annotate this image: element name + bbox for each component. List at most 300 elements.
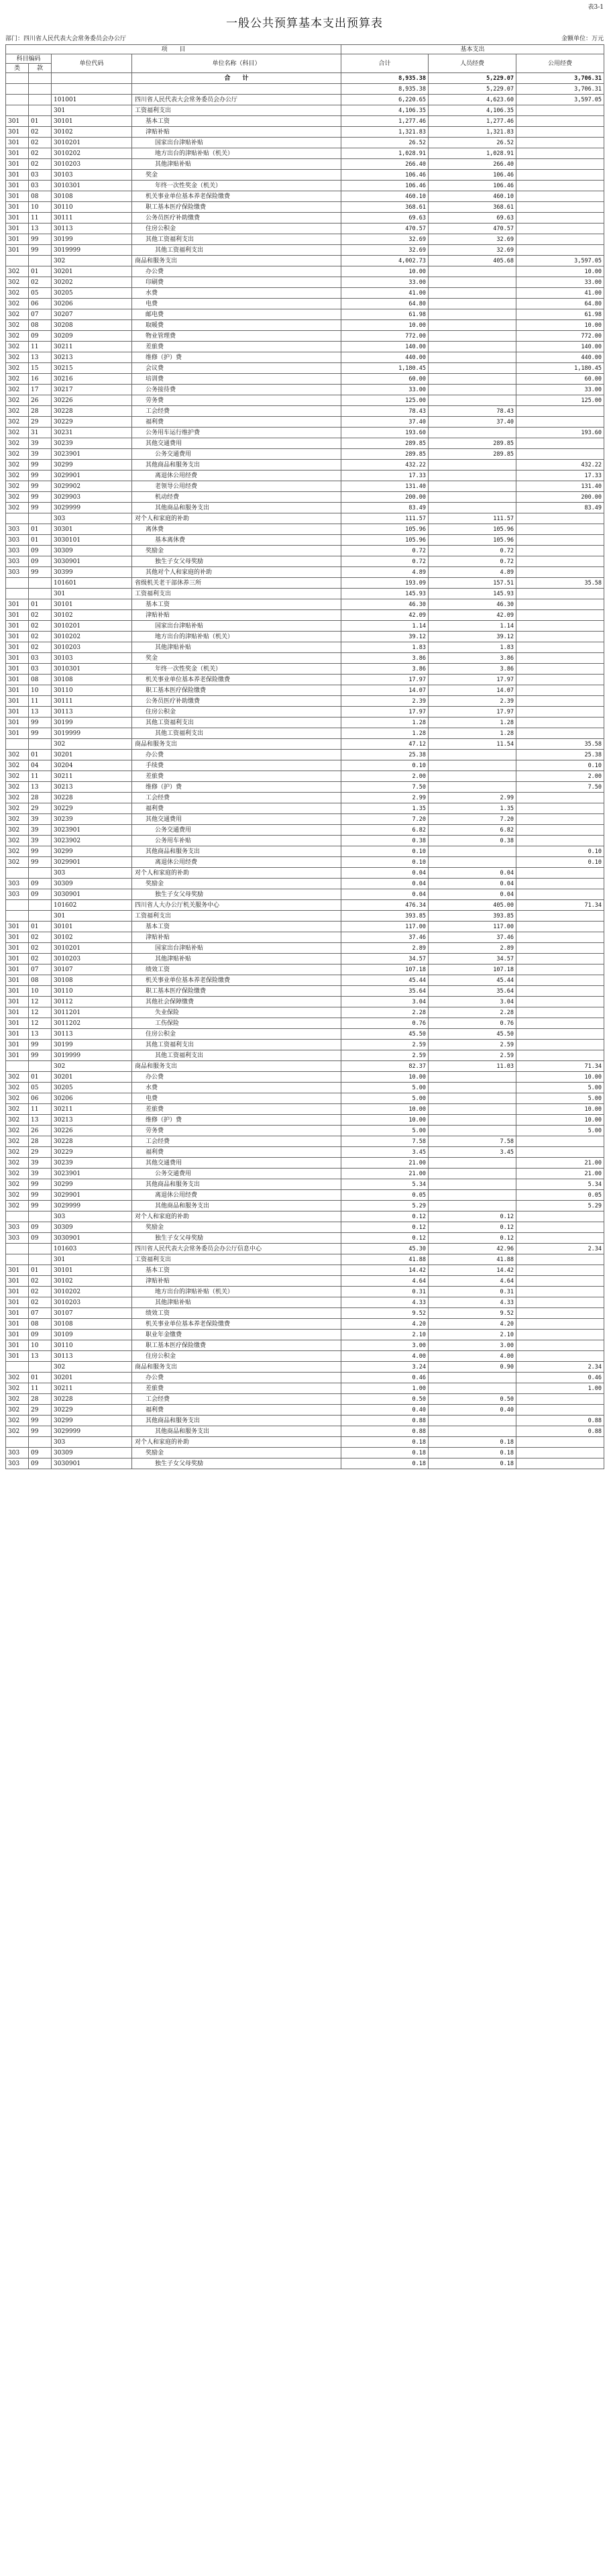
- cell-unit-code: 30205: [52, 288, 132, 299]
- cell-public: 772.00: [516, 331, 604, 342]
- cell-personnel: [429, 1190, 516, 1201]
- cell-lei: 302: [6, 1169, 29, 1179]
- cell-public: 0.10: [516, 846, 604, 857]
- cell-total: 21.00: [341, 1169, 429, 1179]
- cell-kuan: 09: [29, 331, 52, 342]
- cell-lei: [6, 73, 29, 84]
- cell-kuan: 99: [29, 857, 52, 868]
- cell-unit-name: 省级机关老干部休养三所: [132, 578, 341, 589]
- cell-kuan: 99: [29, 1426, 52, 1437]
- cell-unit-name: 其他交通费用: [132, 438, 341, 449]
- cell-lei: 302: [6, 814, 29, 825]
- cell-lei: [6, 1254, 29, 1265]
- cell-kuan: 01: [29, 116, 52, 127]
- cell-kuan: 09: [29, 889, 52, 900]
- cell-unit-code: 30229: [52, 803, 132, 814]
- cell-public: [516, 997, 604, 1007]
- cell-kuan: 31: [29, 428, 52, 438]
- table-row: [6, 825, 604, 836]
- cell-kuan: 02: [29, 148, 52, 159]
- cell-total: 368.61: [341, 202, 429, 213]
- table-row: [6, 739, 604, 750]
- cell-unit-name: 其他社会保障缴费: [132, 997, 341, 1007]
- cell-kuan: 12: [29, 1007, 52, 1018]
- cell-unit-name: 离退休公用经费: [132, 470, 341, 481]
- cell-unit-name: 福利费: [132, 803, 341, 814]
- cell-public: [516, 728, 604, 739]
- cell-kuan: 13: [29, 224, 52, 234]
- cell-public: [516, 814, 604, 825]
- cell-lei: 303: [6, 1458, 29, 1469]
- cell-total: 34.57: [341, 954, 429, 964]
- cell-lei: [6, 911, 29, 922]
- cell-public: 1.00: [516, 1383, 604, 1394]
- cell-unit-name: 其他商品和服务支出: [132, 1179, 341, 1190]
- cell-unit-code: 3010203: [52, 1297, 132, 1308]
- cell-unit-code: 30201: [52, 1072, 132, 1083]
- cell-unit-code: 30211: [52, 342, 132, 352]
- cell-unit-name: 其他工资福利支出: [132, 717, 341, 728]
- cell-unit-name: 差旅费: [132, 1383, 341, 1394]
- cell-unit-name: 津贴补贴: [132, 932, 341, 943]
- cell-unit-code: 3029901: [52, 857, 132, 868]
- cell-total: 78.43: [341, 406, 429, 417]
- cell-personnel: 289.85: [429, 438, 516, 449]
- cell-public: [516, 975, 604, 986]
- cell-unit-name: 办公费: [132, 1373, 341, 1383]
- cell-public: 2.34: [516, 1244, 604, 1254]
- table-row: [6, 320, 604, 331]
- cell-public: 25.38: [516, 750, 604, 760]
- cell-unit-name: 其他津贴补贴: [132, 642, 341, 653]
- cell-public: [516, 717, 604, 728]
- cell-unit-name: 福利费: [132, 1405, 341, 1416]
- cell-unit-name: 其他工资福利支出: [132, 245, 341, 256]
- cell-unit-name: 失业保险: [132, 1007, 341, 1018]
- cell-unit-name: 手续费: [132, 760, 341, 771]
- cell-unit-name: 住房公积金: [132, 224, 341, 234]
- cell-public: 193.60: [516, 428, 604, 438]
- cell-kuan: [29, 95, 52, 105]
- cell-kuan: 29: [29, 803, 52, 814]
- cell-lei: 302: [6, 438, 29, 449]
- cell-lei: 301: [6, 621, 29, 632]
- table-row: [6, 922, 604, 932]
- cell-total: 10.00: [341, 320, 429, 331]
- cell-unit-name: 对个人和家庭的补助: [132, 513, 341, 524]
- cell-unit-name: 四川省人大办公厅机关服务中心: [132, 900, 341, 911]
- cell-lei: 301: [6, 148, 29, 159]
- cell-public: 21.00: [516, 1158, 604, 1169]
- cell-kuan: 10: [29, 202, 52, 213]
- cell-total: 2.28: [341, 1007, 429, 1018]
- cell-unit-code: 30111: [52, 696, 132, 707]
- cell-total: 111.57: [341, 513, 429, 524]
- cell-personnel: 2.99: [429, 793, 516, 803]
- cell-kuan: 01: [29, 535, 52, 546]
- page-title: 一般公共预算基本支出预算表: [226, 17, 383, 30]
- cell-kuan: 17: [29, 385, 52, 395]
- cell-lei: 301: [6, 1340, 29, 1351]
- cell-kuan: 13: [29, 1029, 52, 1040]
- table-row: [6, 803, 604, 814]
- cell-lei: 301: [6, 653, 29, 664]
- cell-unit-code: 30226: [52, 395, 132, 406]
- cell-unit-name: 其他工资福利支出: [132, 1040, 341, 1050]
- cell-unit-code: 3011201: [52, 1007, 132, 1018]
- cell-lei: 301: [6, 943, 29, 954]
- cell-lei: 301: [6, 1276, 29, 1287]
- cell-unit-name: 奖励金: [132, 879, 341, 889]
- cell-unit-code: 303: [52, 1211, 132, 1222]
- table-row: [6, 503, 604, 513]
- cell-personnel: 1.28: [429, 717, 516, 728]
- cell-unit-name: 奖金: [132, 170, 341, 181]
- cell-total: 4,106.35: [341, 105, 429, 116]
- cell-unit-name: 奖励金: [132, 1222, 341, 1233]
- cell-kuan: [29, 256, 52, 266]
- cell-total: 1.28: [341, 728, 429, 739]
- table-row: [6, 675, 604, 685]
- cell-total: 289.85: [341, 449, 429, 460]
- cell-personnel: 17.97: [429, 675, 516, 685]
- cell-unit-code: 30101: [52, 116, 132, 127]
- cell-lei: 302: [6, 782, 29, 793]
- cell-total: 3.45: [341, 1147, 429, 1158]
- cell-lei: 302: [6, 1104, 29, 1115]
- table-row: [6, 202, 604, 213]
- cell-personnel: 17.97: [429, 707, 516, 717]
- cell-total: 61.98: [341, 309, 429, 320]
- cell-kuan: 02: [29, 954, 52, 964]
- table-row: [6, 707, 604, 717]
- cell-personnel: 4.89: [429, 567, 516, 578]
- cell-total: 10.00: [341, 1072, 429, 1083]
- cell-unit-name: 四川省人民代表大会常务委员会办公厅信息中心: [132, 1244, 341, 1254]
- cell-unit-name: 公务交通费用: [132, 825, 341, 836]
- table-row: [6, 621, 604, 632]
- cell-unit-code: 3030101: [52, 535, 132, 546]
- cell-unit-name: 会议费: [132, 363, 341, 374]
- cell-kuan: 02: [29, 943, 52, 954]
- cell-kuan: 10: [29, 1340, 52, 1351]
- cell-lei: 301: [6, 1029, 29, 1040]
- cell-total: 0.88: [341, 1426, 429, 1437]
- cell-public: [516, 438, 604, 449]
- table-row: [6, 1083, 604, 1093]
- cell-personnel: 45.50: [429, 1029, 516, 1040]
- cell-total: 5.34: [341, 1179, 429, 1190]
- table-row: [6, 900, 604, 911]
- cell-total: 6,220.65: [341, 95, 429, 105]
- cell-kuan: 99: [29, 460, 52, 470]
- cell-kuan: [29, 868, 52, 879]
- cell-unit-code: 30211: [52, 1383, 132, 1394]
- cell-public: 10.00: [516, 1115, 604, 1126]
- cell-unit-code: 30103: [52, 170, 132, 181]
- cell-total: 0.04: [341, 889, 429, 900]
- cell-personnel: 0.12: [429, 1233, 516, 1244]
- table-row: [6, 1018, 604, 1029]
- cell-kuan: 99: [29, 728, 52, 739]
- cell-public: [516, 1136, 604, 1147]
- cell-total: 2.89: [341, 943, 429, 954]
- table-row: [6, 1211, 604, 1222]
- cell-personnel: 42.96: [429, 1244, 516, 1254]
- table-row: [6, 879, 604, 889]
- table-row: [6, 1276, 604, 1287]
- cell-kuan: 99: [29, 1040, 52, 1050]
- cell-personnel: 5,229.07: [429, 84, 516, 95]
- cell-public: [516, 1394, 604, 1405]
- cell-unit-name: 工资福利支出: [132, 105, 341, 116]
- cell-public: [516, 1340, 604, 1351]
- table-row: [6, 127, 604, 138]
- cell-personnel: [429, 1093, 516, 1104]
- cell-total: 1.28: [341, 717, 429, 728]
- table-row: [6, 750, 604, 760]
- cell-total: 476.34: [341, 900, 429, 911]
- cell-lei: 302: [6, 1136, 29, 1147]
- cell-public: [516, 632, 604, 642]
- cell-lei: 302: [6, 1416, 29, 1426]
- cell-unit-code: 3010203: [52, 642, 132, 653]
- cell-lei: 302: [6, 449, 29, 460]
- cell-total: 0.10: [341, 760, 429, 771]
- cell-total: 45.44: [341, 975, 429, 986]
- table-row: [6, 793, 604, 803]
- table-row: [6, 481, 604, 492]
- cell-lei: [6, 900, 29, 911]
- table-row: [6, 1233, 604, 1244]
- cell-public: 61.98: [516, 309, 604, 320]
- cell-unit-code: 30239: [52, 438, 132, 449]
- cell-unit-name: 独生子女父母奖励: [132, 1458, 341, 1469]
- cell-personnel: 6.82: [429, 825, 516, 836]
- cell-unit-code: 30108: [52, 975, 132, 986]
- cell-kuan: 99: [29, 1201, 52, 1211]
- cell-public: [516, 868, 604, 879]
- cell-unit-name: 对个人和家庭的补助: [132, 1211, 341, 1222]
- cell-unit-code: 30309: [52, 1448, 132, 1458]
- cell-lei: 303: [6, 524, 29, 535]
- cell-public: 83.49: [516, 503, 604, 513]
- cell-public: [516, 1308, 604, 1319]
- cell-total: 0.10: [341, 846, 429, 857]
- cell-public: [516, 105, 604, 116]
- cell-total: 0.76: [341, 1018, 429, 1029]
- cell-unit-code: 30206: [52, 1093, 132, 1104]
- table-row: [6, 696, 604, 707]
- cell-personnel: [429, 299, 516, 309]
- cell-personnel: 3.00: [429, 1340, 516, 1351]
- cell-total: 772.00: [341, 331, 429, 342]
- cell-lei: 302: [6, 1426, 29, 1437]
- cell-lei: 303: [6, 556, 29, 567]
- cell-personnel: 0.12: [429, 1222, 516, 1233]
- table-row: [6, 224, 604, 234]
- cell-unit-code: 30108: [52, 1319, 132, 1330]
- table-row: [6, 1007, 604, 1018]
- cell-total: 470.57: [341, 224, 429, 234]
- cell-personnel: 34.57: [429, 954, 516, 964]
- cell-public: [516, 556, 604, 567]
- cell-unit-code: 3010201: [52, 621, 132, 632]
- cell-lei: 303: [6, 567, 29, 578]
- table-row: [6, 1136, 604, 1147]
- cell-unit-name: 工会经费: [132, 406, 341, 417]
- cell-personnel: 368.61: [429, 202, 516, 213]
- cell-unit-code: 30110: [52, 1340, 132, 1351]
- cell-kuan: 02: [29, 932, 52, 943]
- table-row: [6, 374, 604, 385]
- cell-unit-name: 电费: [132, 299, 341, 309]
- cell-unit-name: 公务接待费: [132, 385, 341, 395]
- cell-public: 0.46: [516, 1373, 604, 1383]
- cell-total: 8,935.38: [341, 84, 429, 95]
- cell-kuan: 01: [29, 750, 52, 760]
- table-row: [6, 213, 604, 224]
- table-row: [6, 1115, 604, 1126]
- cell-total: 7.20: [341, 814, 429, 825]
- cell-unit-name: 电费: [132, 1093, 341, 1104]
- cell-total: 37.46: [341, 932, 429, 943]
- cell-lei: 302: [6, 331, 29, 342]
- cell-lei: 302: [6, 503, 29, 513]
- cell-lei: 301: [6, 986, 29, 997]
- cell-unit-code: 30102: [52, 1276, 132, 1287]
- cell-public: [516, 889, 604, 900]
- cell-kuan: 03: [29, 653, 52, 664]
- cell-lei: 303: [6, 535, 29, 546]
- cell-public: [516, 245, 604, 256]
- table-row: [6, 567, 604, 578]
- cell-total: 0.18: [341, 1448, 429, 1458]
- cell-lei: 302: [6, 470, 29, 481]
- cell-kuan: 39: [29, 814, 52, 825]
- cell-unit-code: 3019999: [52, 245, 132, 256]
- cell-public: 17.33: [516, 470, 604, 481]
- cell-unit-code: 3029901: [52, 470, 132, 481]
- cell-total: 4.00: [341, 1351, 429, 1362]
- table-row: [6, 1362, 604, 1373]
- cell-unit-code: 30101: [52, 922, 132, 932]
- cell-public: [516, 513, 604, 524]
- cell-lei: 303: [6, 1448, 29, 1458]
- cell-kuan: 99: [29, 470, 52, 481]
- cell-public: 0.05: [516, 1190, 604, 1201]
- cell-kuan: 99: [29, 1179, 52, 1190]
- cell-personnel: [429, 374, 516, 385]
- cell-personnel: 157.51: [429, 578, 516, 589]
- cell-personnel: 0.38: [429, 836, 516, 846]
- cell-kuan: 06: [29, 1093, 52, 1104]
- cell-lei: 303: [6, 546, 29, 556]
- cell-personnel: 106.46: [429, 170, 516, 181]
- cell-unit-code: 30111: [52, 213, 132, 224]
- cell-unit-name: 商品和服务支出: [132, 256, 341, 266]
- cell-total: 106.46: [341, 181, 429, 191]
- cell-lei: 301: [6, 642, 29, 653]
- cell-unit-code: 3010201: [52, 138, 132, 148]
- cell-personnel: 0.12: [429, 1211, 516, 1222]
- cell-public: [516, 1211, 604, 1222]
- cell-lei: [6, 95, 29, 105]
- cell-lei: 302: [6, 846, 29, 857]
- cell-personnel: [429, 1104, 516, 1115]
- table-row: [6, 363, 604, 374]
- cell-public: [516, 535, 604, 546]
- cell-personnel: 42.09: [429, 610, 516, 621]
- cell-unit-name: 职业年金缴费: [132, 1330, 341, 1340]
- table-row: [6, 589, 604, 599]
- cell-unit-code: 30199: [52, 1040, 132, 1050]
- cell-personnel: 1.83: [429, 642, 516, 653]
- cell-unit-name: 机关事业单位基本养老保险缴费: [132, 675, 341, 685]
- cell-public: [516, 224, 604, 234]
- cell-lei: 302: [6, 352, 29, 363]
- table-row: [6, 159, 604, 170]
- cell-public: [516, 116, 604, 127]
- cell-public: [516, 1405, 604, 1416]
- cell-personnel: 3.45: [429, 1147, 516, 1158]
- cell-kuan: 06: [29, 299, 52, 309]
- cell-personnel: 0.76: [429, 1018, 516, 1029]
- table-row: [6, 728, 604, 739]
- cell-lei: 302: [6, 1158, 29, 1169]
- cell-kuan: 01: [29, 1072, 52, 1083]
- cell-unit-name: 维修（护）费: [132, 1115, 341, 1126]
- cell-personnel: [429, 320, 516, 331]
- cell-personnel: [429, 395, 516, 406]
- cell-unit-name: 其他津贴补贴: [132, 954, 341, 964]
- cell-personnel: [429, 1158, 516, 1169]
- cell-personnel: [429, 1373, 516, 1383]
- cell-unit-code: 30228: [52, 406, 132, 417]
- table-row: [6, 181, 604, 191]
- cell-lei: 301: [6, 138, 29, 148]
- cell-unit-name: 公务员医疗补助缴费: [132, 213, 341, 224]
- cell-unit-name: 其他商品和服务支出: [132, 1416, 341, 1426]
- cell-public: 0.10: [516, 857, 604, 868]
- cell-kuan: 09: [29, 546, 52, 556]
- table-row: [6, 1287, 604, 1297]
- cell-total: 0.18: [341, 1437, 429, 1448]
- cell-kuan: 01: [29, 922, 52, 932]
- cell-personnel: [429, 342, 516, 352]
- cell-public: [516, 546, 604, 556]
- cell-total: 32.69: [341, 234, 429, 245]
- table-row: [6, 73, 604, 84]
- cell-personnel: [429, 857, 516, 868]
- cell-total: 82.37: [341, 1061, 429, 1072]
- cell-unit-name: 其他工资福利支出: [132, 1050, 341, 1061]
- cell-personnel: [429, 846, 516, 857]
- cell-personnel: [429, 1169, 516, 1179]
- cell-total: 0.31: [341, 1287, 429, 1297]
- cell-total: 2.39: [341, 696, 429, 707]
- cell-total: 45.50: [341, 1029, 429, 1040]
- cell-lei: 301: [6, 717, 29, 728]
- cell-public: [516, 1265, 604, 1276]
- cell-lei: 301: [6, 707, 29, 717]
- cell-public: 3,597.05: [516, 95, 604, 105]
- cell-unit-code: 30108: [52, 675, 132, 685]
- cell-lei: 301: [6, 1319, 29, 1330]
- cell-unit-code: 301: [52, 589, 132, 599]
- cell-unit-code: 30299: [52, 460, 132, 470]
- cell-kuan: 26: [29, 1126, 52, 1136]
